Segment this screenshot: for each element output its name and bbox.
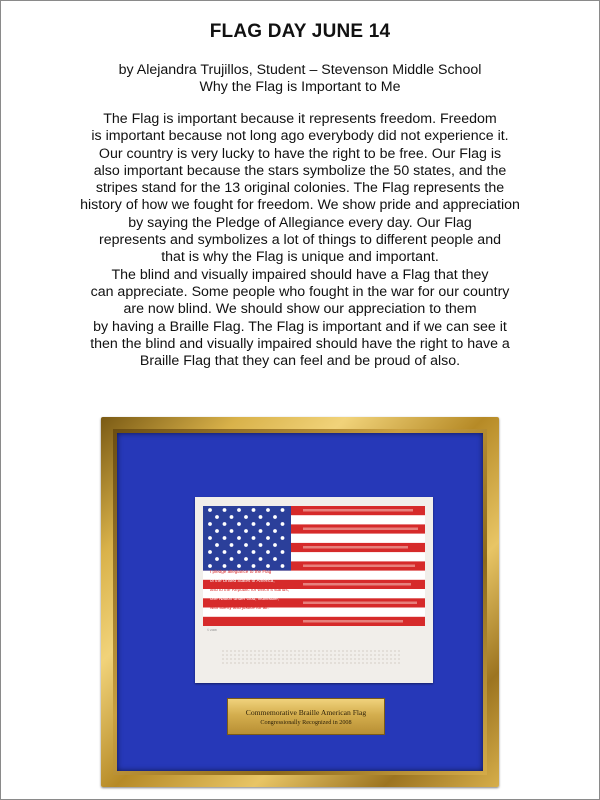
frame-molding (113, 429, 487, 775)
flag-star (252, 550, 256, 554)
byline-block (1, 62, 599, 96)
flag-star (215, 515, 219, 519)
flag-star (208, 536, 212, 540)
flag-star (237, 522, 241, 526)
flag-star (252, 536, 256, 540)
flag-star (252, 508, 256, 512)
flag-star (266, 508, 270, 512)
braille-text-block (221, 649, 401, 665)
flag-star (237, 564, 241, 568)
flag-star (259, 515, 263, 519)
essay-line: Our country is very lucky to have the right to be free. Our Flag is (98, 145, 502, 162)
pledge-line-3: and to the Republic for which it stands, (210, 587, 289, 592)
plaque-subtitle: Congressionally Recognized in 2008 (260, 719, 352, 726)
flag-star (273, 515, 277, 519)
flag-star (208, 508, 212, 512)
flag-star (281, 536, 285, 540)
essay-line: stripes stand for the 13 original colonies. The Flag represents the (95, 180, 505, 197)
flag-star (230, 557, 234, 561)
flag-star (223, 564, 227, 568)
essay-line: can appreciate. Some people who fought in the war for our country (90, 283, 510, 300)
pledge-line-2: of the United States of America, (210, 578, 275, 583)
essay-line: is important because not long ago everybody did not experience it. (91, 128, 509, 145)
essay-line: Braille Flag that they can feel and be proud of also. (139, 353, 461, 370)
author-line: by Alejandra Trujillos, Student – Stevenson Middle School (118, 62, 482, 78)
flag-star (237, 550, 241, 554)
picture-frame (101, 417, 499, 787)
flag-star (215, 529, 219, 533)
essay-line: represents and symbolizes a lot of things to different people and (99, 232, 501, 249)
flag-star (266, 550, 270, 554)
pledge-line-5: with liberty and justice for all. (210, 605, 269, 610)
flag-star (230, 529, 234, 533)
essay-body (1, 111, 599, 370)
flag-star (281, 522, 285, 526)
blue-mat (117, 433, 483, 771)
flag-star (259, 543, 263, 547)
flag-star (244, 529, 248, 533)
flag-star (215, 543, 219, 547)
flag-star (281, 550, 285, 554)
essay-line: that is why the Flag is unique and important. (161, 249, 439, 266)
essay-subtitle: Why the Flag is Important to Me (199, 79, 401, 95)
flag-star (273, 557, 277, 561)
plaque-title: Commemorative Braille American Flag (245, 708, 367, 717)
flag-star (252, 522, 256, 526)
flag-star (266, 522, 270, 526)
braille-flag-card (195, 497, 433, 683)
flag-star (266, 536, 270, 540)
flag-star (237, 536, 241, 540)
essay-line: history of how we fought for freedom. We show pride and appreciation (80, 197, 520, 214)
flag-star (215, 557, 219, 561)
flag-star (259, 557, 263, 561)
brass-plaque (227, 698, 385, 735)
essay-line: also important because the stars symbolize the 50 states, and the (93, 162, 507, 179)
flag-star (244, 515, 248, 519)
flag-star (266, 564, 270, 568)
flag-star (244, 557, 248, 561)
essay-line: are now blind. We should show our appreciation to them (123, 301, 477, 318)
essay-line: by saying the Pledge of Allegiance every day. Our Flag (128, 214, 472, 231)
flag-star (223, 508, 227, 512)
pledge-line-1: I pledge allegiance to the Flag (210, 569, 272, 574)
essay-line: then the blind and visually impaired should have the right to have a (90, 335, 510, 352)
essay-line: The blind and visually impaired should have a Flag that they (111, 266, 489, 283)
flag-star (208, 564, 212, 568)
pledge-line-4: one Nation under God, indivisible, (210, 596, 279, 601)
flag-star (223, 550, 227, 554)
flag-star (273, 529, 277, 533)
flag-star (281, 564, 285, 568)
flag-star (230, 515, 234, 519)
flag-star (208, 550, 212, 554)
flag-star (237, 508, 241, 512)
card-mark: © 2008 (207, 628, 217, 632)
essay-line: The Flag is important because it represents freedom. Freedom (103, 111, 497, 127)
flag-star (273, 543, 277, 547)
flag-star (244, 543, 248, 547)
flag-star (259, 529, 263, 533)
essay-line: by having a Braille Flag. The Flag is important and if we can see it (93, 318, 507, 335)
flag-star (223, 536, 227, 540)
flag-star (230, 543, 234, 547)
page-title: FLAG DAY JUNE 14 (209, 21, 391, 42)
flag-star (208, 522, 212, 526)
flag-star (252, 564, 256, 568)
flag-star (281, 508, 285, 512)
flag-star (223, 522, 227, 526)
